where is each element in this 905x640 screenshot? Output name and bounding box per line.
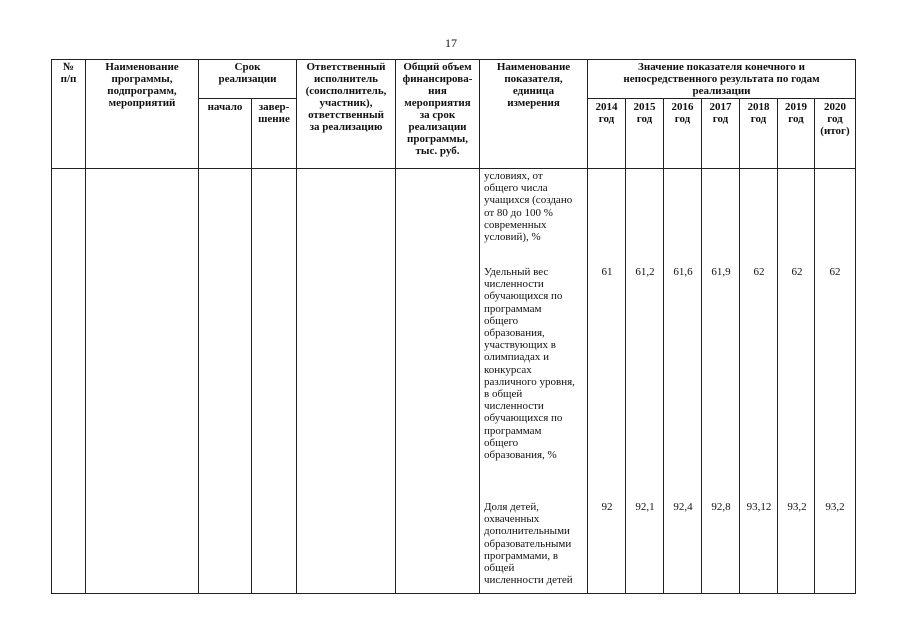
value-row2-2019: 62	[791, 266, 803, 278]
value-row3-2014: 92	[601, 501, 613, 513]
indicator-text-3: Доля детей, охваченных дополнительными образовательными программами, в общей численности детей	[484, 501, 573, 587]
indicator-text-1: условиях, от общего числа учащихся (создано от 80 до 100 % современных условий), %	[484, 170, 573, 244]
header-year-2020: 2020 год (итог)	[820, 101, 850, 137]
header-year-2014: 2014 год	[595, 101, 618, 125]
header-end: завер- шение	[258, 101, 290, 125]
value-row2-2014: 61	[601, 266, 613, 278]
value-row2-2017: 61,9	[711, 266, 731, 278]
indicator-text-2: Удельный вес численности обучающихся по программам общего образования, участвующих в олимпиадах и конкурсах различного уровня, в общей численности обучающихся по программам общего образования, %	[484, 266, 575, 462]
header-year-2016: 2016 год	[671, 101, 694, 125]
value-row3-2015: 92,1	[635, 501, 655, 513]
header-num: № п/п	[60, 61, 77, 85]
value-row2-2016: 61,6	[673, 266, 693, 278]
header-funding: Общий объем финансирова- ния мероприятия за срок реализации программы, тыс. руб.	[402, 61, 473, 157]
header-year-2018: 2018 год	[747, 101, 770, 125]
header-responsible: Ответственный исполнитель (соисполнитель, участник), ответственный за реализацию	[305, 61, 387, 133]
value-row3-2018: 93,12	[746, 501, 772, 513]
header-indicator: Наименование показателя, единица измерения	[496, 61, 571, 109]
header-year-2015: 2015 год	[633, 101, 656, 125]
page-number: 17	[445, 36, 457, 50]
header-year-2017: 2017 год	[709, 101, 732, 125]
header-name: Наименование программы, подпрограмм, мероприятий	[105, 61, 179, 109]
value-row2-2020: 62	[829, 266, 841, 278]
header-term: Срок реализации	[218, 61, 277, 85]
value-row3-2019: 93,2	[787, 501, 807, 513]
value-row2-2015: 61,2	[635, 266, 655, 278]
header-start: начало	[207, 101, 243, 113]
value-row3-2016: 92,4	[673, 501, 693, 513]
value-row3-2017: 92,8	[711, 501, 731, 513]
header-year-2019: 2019 год	[785, 101, 807, 125]
value-row3-2020: 93,2	[825, 501, 845, 513]
value-row2-2018: 62	[753, 266, 765, 278]
header-values-title: Значение показателя конечного и непосредственного результата по годам реализации	[623, 61, 820, 97]
